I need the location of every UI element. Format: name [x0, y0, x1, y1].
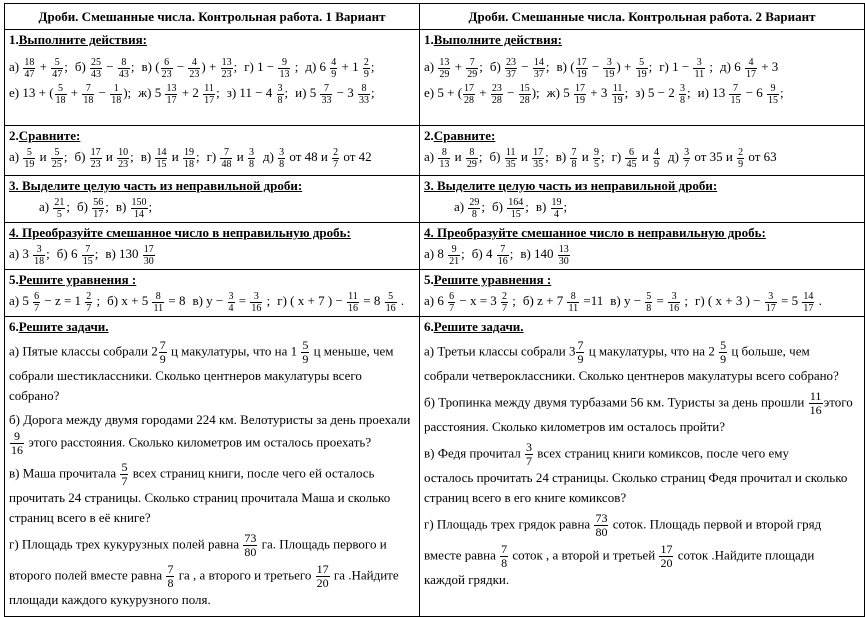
task-c-cont: осталось прочитать 24 страницы. Сколько страниц Федя прочитал и сколько страниц всего в его книге комиксов? — [424, 470, 848, 505]
fraction: $\frac{3}{17}$ — [765, 290, 776, 314]
exercise-label: а) — [39, 199, 53, 214]
fraction: $\frac{7}{16}$ — [497, 243, 508, 267]
fraction: $\frac{13}{30}$ — [558, 243, 569, 267]
exercise-label: а) — [424, 246, 438, 261]
section-3-title: 3. Выделите целую часть из неправильной дроби: — [424, 178, 718, 193]
exercise-item: а) 5 $\frac{6}{7}$ − z = 1 $\frac{2}{7}$ ; — [9, 290, 101, 314]
variant-2-header: Дроби. Смешанные числа. Контрольная работа. 2 Вариант — [420, 4, 865, 30]
section-6-v1 — [5, 317, 420, 617]
exercise-label: в) — [610, 293, 624, 308]
exercise-label: а) — [424, 149, 438, 164]
section-3-v1 — [5, 176, 420, 223]
section-4-v1 — [5, 223, 420, 270]
exercise-item: д) $\frac{3}{7}$ от 35 и $\frac{2}{9}$ от 63 — [667, 146, 777, 170]
task-a: а) Пятые классы собрали 2 $\frac{7}{9}$ ц макулатуры, что на 1 $\frac{5}{9}$ ц меньше, чем — [9, 338, 394, 366]
fraction: $\frac{164}{15}$ — [508, 196, 524, 220]
exercise-item: в) ( $\frac{6}{23}$ − $\frac{4}{23}$ ) + $\frac{13}{23}$ ; — [141, 56, 238, 80]
section-6-title: Решите задачи. — [433, 319, 524, 334]
exercise-item: а) 8 $\frac{9}{21}$ ; — [424, 243, 465, 267]
exercise-item: б) $\frac{164}{15}$ ; — [491, 196, 529, 220]
fraction: $\frac{5}{18}$ — [55, 82, 66, 106]
exercise-label: б) — [76, 199, 92, 214]
exercise-item: з) 5 − 2 $\frac{3}{8}$ ; — [635, 82, 691, 106]
fraction: $\frac{8}{13}$ — [439, 146, 450, 170]
fraction: $\frac{7}{15}$ — [82, 243, 93, 267]
exercise-item: б) x + 5 $\frac{8}{11}$ = 8 — [107, 290, 186, 314]
exercise-item: а) $\frac{13}{29}$ + $\frac{7}{29}$ ; — [424, 56, 483, 80]
fraction: $\frac{5}{19}$ — [636, 56, 647, 80]
exercise-label: г) — [277, 293, 291, 308]
exercise-item: а) $\frac{29}{8}$ ; — [454, 196, 485, 220]
exercise-label: и) — [697, 85, 713, 100]
fraction: $\frac{6}{23}$ — [161, 56, 172, 80]
fraction: $\frac{8}{43}$ — [118, 56, 129, 80]
task-d: г) Площадь трех кукурузных полей равна $\frac{73}{80}$ га. Площадь первого и — [9, 531, 387, 559]
fraction: $\frac{14}{37}$ — [533, 56, 544, 80]
exercise-label: в) — [555, 149, 570, 164]
exercise-label: г) — [206, 149, 220, 164]
exercise-label: ж) — [546, 85, 564, 100]
fraction: $\frac{3}{7}$ — [684, 146, 690, 170]
fraction: $\frac{3}{8}$ — [277, 82, 283, 106]
exercise-item: ж) 5 $\frac{17}{19}$ + 3 $\frac{11}{19}$ ; — [546, 82, 629, 106]
s1-v1-row2 — [9, 80, 415, 106]
task-b: б) Тропинка между двумя турбазами 56 км. Туристы за день прошли $\frac{11}{16}$ этого расстояния. Сколько километров им осталось пройти? — [424, 389, 853, 434]
exercise-item: г) ( x + 3 ) − $\frac{3}{17}$ = 5 $\frac{14}{17}$ . — [695, 290, 822, 314]
fraction: $\frac{7}{9}$ — [159, 338, 166, 366]
fraction: $\frac{29}{8}$ — [469, 196, 480, 220]
fraction: $\frac{7}{29}$ — [467, 56, 478, 80]
exercise-label: а) — [9, 149, 23, 164]
task-a-cont: собрали четвероклассники. Сколько центнеров макулатуры всего собрано? — [424, 368, 839, 383]
fraction: $\frac{73}{80}$ — [244, 531, 257, 559]
fraction: $\frac{7}{33}$ — [321, 82, 332, 106]
exercise-label: д) — [305, 59, 320, 74]
section-4-title: 4. Преобразуйте смешанное число в неправильную дробь: — [424, 225, 766, 240]
fraction: $\frac{9}{5}$ — [593, 146, 599, 170]
fraction: $\frac{3}{8}$ — [680, 82, 686, 106]
exercise-item: г) $\frac{7}{48}$ и $\frac{3}{8}$ — [206, 146, 254, 170]
s3-v1-row — [9, 194, 415, 220]
exercise-label: б) — [107, 293, 122, 308]
section-3-v2 — [420, 176, 865, 223]
exercise-label: г) — [659, 59, 673, 74]
exercise-item: г) $\frac{6}{45}$ и $\frac{4}{9}$ — [611, 146, 659, 170]
exercise-item: д) 6 $\frac{4}{17}$ + 3 — [719, 56, 779, 80]
task-d: г) Площадь трех грядок равна $\frac{73}{80}$ соток. Площадь первой и второй гряд — [424, 511, 822, 539]
fraction: $\frac{3}{16}$ — [669, 290, 680, 314]
fraction: $\frac{5}{19}$ — [24, 146, 35, 170]
fraction: $\frac{2}{7}$ — [502, 290, 508, 314]
exercise-label: б) — [491, 199, 507, 214]
exercise-item: б) 4 $\frac{7}{16}$ ; — [471, 243, 514, 267]
section-5-title: Решите уравнения : — [18, 272, 137, 287]
exercise-item: ж) 5 $\frac{13}{17}$ + 2 $\frac{11}{17}$ ; — [138, 82, 220, 106]
fraction: $\frac{11}{16}$ — [347, 290, 358, 314]
fraction: $\frac{5}{7}$ — [121, 460, 128, 488]
fraction: $\frac{3}{11}$ — [694, 56, 705, 80]
s2-v1-row — [9, 144, 415, 170]
task-d-cont: вместе равна $\frac{7}{8}$ соток , а второй и третьей $\frac{17}{20}$ соток .Найдите площади — [424, 542, 815, 570]
section-5-v1 — [5, 270, 420, 317]
fraction: $\frac{5}{9}$ — [720, 338, 727, 366]
s6-v1-tasks — [9, 339, 415, 610]
fraction: $\frac{9}{15}$ — [768, 82, 779, 106]
task-a: а) Третьи классы собрали 3 $\frac{7}{9}$ ц макулатуры, что на 2 $\frac{5}{9}$ ц больше, чем — [424, 338, 810, 366]
fraction: $\frac{1}{18}$ — [111, 82, 122, 106]
exercise-item: в) y − $\frac{5}{8}$ = $\frac{3}{16}$ ; — [610, 290, 688, 314]
exercise-label: а) — [454, 199, 468, 214]
exercise-label: а) — [424, 293, 438, 308]
exercise-item: в) $\frac{150}{14}$ ; — [115, 196, 153, 220]
fraction: $\frac{3}{18}$ — [34, 243, 45, 267]
exercise-label: в) — [105, 246, 120, 261]
fraction: $\frac{18}{47}$ — [24, 56, 35, 80]
exercise-item: г) 1 − $\frac{9}{13}$ ; — [244, 56, 299, 80]
fraction: $\frac{17}{35}$ — [533, 146, 544, 170]
fraction: $\frac{19}{4}$ — [551, 196, 562, 220]
exercise-label: б) — [74, 59, 90, 74]
exercise-item: б) z + 7 $\frac{8}{11}$ =11 — [522, 290, 604, 314]
fraction: $\frac{5}{16}$ — [385, 290, 396, 314]
exercise-label: е) — [424, 85, 438, 100]
task-a-cont: собрали шестиклассники. Сколько центнеров макулатуры всего собрано? — [9, 368, 362, 403]
exercise-label: ж) — [138, 85, 155, 100]
fraction: $\frac{56}{17}$ — [93, 196, 104, 220]
exercise-item: з) 11 − 4 $\frac{3}{8}$ ; — [226, 82, 289, 106]
fraction: $\frac{23}{28}$ — [491, 82, 502, 106]
exercise-item: а) $\frac{21}{5}$ ; — [39, 196, 70, 220]
fraction: $\frac{7}{15}$ — [730, 82, 741, 106]
fraction: $\frac{6}{7}$ — [449, 290, 455, 314]
section-5-v2 — [420, 270, 865, 317]
exercise-label: а) — [9, 293, 23, 308]
fraction: $\frac{8}{11}$ — [568, 290, 579, 314]
fraction: $\frac{2}{7}$ — [333, 146, 339, 170]
exercise-item: б) $\frac{56}{17}$ ; — [76, 196, 109, 220]
fraction: $\frac{2}{9}$ — [363, 56, 369, 80]
exercise-item: в) 130 $\frac{17}{30}$ — [105, 243, 154, 267]
section-2-title: Сравните: — [18, 128, 81, 143]
fraction: $\frac{7}{9}$ — [577, 338, 584, 366]
variant-1-header: Дроби. Смешанные числа. Контрольная работа. 1 Вариант — [5, 4, 420, 30]
exercise-item: в) y − $\frac{3}{4}$ = $\frac{3}{16}$ ; — [192, 290, 271, 314]
section-2-title: Сравните: — [433, 128, 496, 143]
task-d-end: каждой грядки. — [424, 572, 510, 587]
exercise-label: в) — [556, 59, 571, 74]
fraction: $\frac{5}{9}$ — [302, 338, 309, 366]
s1-v1-row1 — [9, 54, 415, 80]
task-d-cont: второго полей вместе равна $\frac{7}{8}$ га , а второго и третьего $\frac{17}{20}$ га .Найдите — [9, 562, 399, 590]
section-1-num: 1. — [9, 32, 19, 47]
fraction: $\frac{9}{13}$ — [279, 56, 290, 80]
fraction: $\frac{7}{8}$ — [501, 542, 508, 570]
fraction: $\frac{8}{29}$ — [466, 146, 477, 170]
s1-v2-row1 — [424, 54, 860, 80]
fraction: $\frac{19}{18}$ — [183, 146, 194, 170]
exercise-label: б) — [489, 59, 505, 74]
s4-v2-row — [424, 241, 860, 267]
exercise-label: и) — [295, 85, 310, 100]
exercise-item: б) $\frac{23}{37}$ − $\frac{14}{37}$ ; — [489, 56, 550, 80]
fraction: $\frac{17}{20}$ — [660, 542, 673, 570]
task-b: б) Дорога между двумя городами 224 км. Велотуристы за день проехали $\frac{9}{16}$ этого расстояния. Сколько километров им осталось проехать? — [9, 412, 411, 457]
fraction: $\frac{2}{9}$ — [738, 146, 744, 170]
section-6-num: 6. — [9, 319, 19, 334]
section-4-title: 4. Преобразуйте смешанное число в неправильную дробь: — [9, 225, 351, 240]
fraction: $\frac{3}{8}$ — [279, 146, 285, 170]
task-c: в) Маша прочитала $\frac{5}{7}$ всех страниц книги, после чего ей осталось — [9, 460, 375, 488]
exercise-label: г) — [244, 59, 258, 74]
exercise-label: з) — [635, 85, 648, 100]
fraction: $\frac{25}{43}$ — [91, 56, 102, 80]
exercise-item: и) 13 $\frac{7}{15}$ − 6 $\frac{9}{15}$ ; — [697, 82, 784, 106]
fraction: $\frac{17}{19}$ — [574, 82, 585, 106]
task-c: в) Федя прочитал $\frac{3}{7}$ всех страниц книги комиксов, после чего ему — [424, 440, 789, 468]
s6-v2-tasks — [424, 339, 860, 590]
fraction: $\frac{21}{5}$ — [54, 196, 65, 220]
exercise-item: в) $\frac{19}{4}$ ; — [535, 196, 568, 220]
fraction: $\frac{10}{23}$ — [118, 146, 129, 170]
fraction: $\frac{2}{7}$ — [86, 290, 92, 314]
exercise-item: г) ( x + 7 ) − $\frac{11}{16}$ = 8 $\frac{5}{16}$ . — [277, 290, 405, 314]
exercise-label: б) — [74, 149, 89, 164]
fraction: $\frac{13}{23}$ — [221, 56, 232, 80]
fraction: $\frac{14}{17}$ — [803, 290, 814, 314]
fraction: $\frac{23}{37}$ — [506, 56, 517, 80]
exercise-label: в) — [140, 149, 155, 164]
fraction: $\frac{4}{17}$ — [745, 56, 756, 80]
fraction: $\frac{14}{15}$ — [156, 146, 167, 170]
fraction: $\frac{7}{48}$ — [221, 146, 232, 170]
exercise-item: а) $\frac{5}{19}$ и $\frac{5}{25}$ ; — [9, 146, 68, 170]
fraction: $\frac{5}{8}$ — [646, 290, 652, 314]
exercise-label: з) — [226, 85, 240, 100]
fraction: $\frac{3}{16}$ — [251, 290, 262, 314]
fraction: $\frac{8}{33}$ — [359, 82, 370, 106]
exercise-item: в) ( $\frac{17}{19}$ − $\frac{3}{19}$ ) + $\frac{5}{19}$ ; — [556, 56, 653, 80]
exercise-label: в) — [535, 199, 550, 214]
exercise-item: е) 13 + ( $\frac{5}{18}$ + $\frac{7}{18}$ − $\frac{1}{18}$ ); — [9, 82, 132, 106]
exercise-label: а) — [9, 246, 23, 261]
section-2-num: 2. — [424, 128, 434, 143]
fraction: $\frac{7}{18}$ — [83, 82, 94, 106]
exercise-label: г) — [695, 293, 708, 308]
exercise-label: д) — [719, 59, 735, 74]
fraction: $\frac{11}{35}$ — [505, 146, 516, 170]
fraction: $\frac{4}{23}$ — [189, 56, 200, 80]
section-5-num: 5. — [424, 272, 434, 287]
exercise-item: б) 6 $\frac{7}{15}$ ; — [56, 243, 99, 267]
s5-v1-row — [9, 288, 415, 314]
exercise-label: в) — [520, 246, 535, 261]
fraction: $\frac{9}{16}$ — [11, 429, 23, 457]
exercise-label: а) — [424, 59, 438, 74]
section-6-v2 — [420, 317, 865, 617]
exercise-item: д) $\frac{3}{8}$ от 48 и $\frac{2}{7}$ от 42 — [262, 146, 372, 170]
section-1-v2 — [420, 30, 865, 126]
fraction: $\frac{7}{8}$ — [571, 146, 577, 170]
fraction: $\frac{7}{8}$ — [167, 562, 174, 590]
fraction: $\frac{6}{45}$ — [626, 146, 637, 170]
s5-v2-row — [424, 288, 860, 314]
s1-v2-row2 — [424, 80, 860, 106]
section-1-title: Выполните действия: — [433, 32, 562, 47]
section-6-num: 6. — [424, 319, 434, 334]
task-d-end: площади каждого кукурузного поля. — [9, 592, 211, 607]
section-6-title: Решите задачи. — [18, 319, 109, 334]
s4-v1-row — [9, 241, 415, 267]
exercise-item: г) 1 − $\frac{3}{11}$ ; — [659, 56, 713, 80]
exercise-item: б) $\frac{11}{35}$ и $\frac{17}{35}$ ; — [489, 146, 549, 170]
fraction: $\frac{13}{17}$ — [166, 82, 177, 106]
fraction: $\frac{3}{7}$ — [526, 440, 533, 468]
task-c-cont: прочитать 24 страницы. Сколько страниц прочитала Маша и сколько страниц всего в её книге? — [9, 490, 391, 525]
s2-v2-row — [424, 144, 860, 170]
fraction: $\frac{13}{29}$ — [439, 56, 450, 80]
section-4-v2 — [420, 223, 865, 270]
exercise-item: в) $\frac{14}{15}$ и $\frac{19}{18}$ ; — [140, 146, 200, 170]
exercise-item: а) $\frac{8}{13}$ и $\frac{8}{29}$ ; — [424, 146, 483, 170]
exercise-item: и) 5 $\frac{7}{33}$ − 3 $\frac{8}{33}$ ; — [295, 82, 375, 106]
fraction: $\frac{5}{47}$ — [52, 56, 63, 80]
fraction: $\frac{17}{19}$ — [576, 56, 587, 80]
section-1-num: 1. — [424, 32, 434, 47]
section-3-title: 3. Выделите целую часть из неправильной дроби: — [9, 178, 303, 193]
worksheet-table — [4, 3, 865, 617]
exercise-label: б) — [489, 149, 504, 164]
fraction: $\frac{11}{17}$ — [204, 82, 215, 106]
fraction: $\frac{17}{23}$ — [90, 146, 101, 170]
fraction: $\frac{3}{8}$ — [248, 146, 254, 170]
exercise-label: б) — [56, 246, 71, 261]
exercise-label: б) — [471, 246, 486, 261]
exercise-item: д) 6 $\frac{4}{9}$ + 1 $\frac{2}{9}$ ; — [305, 56, 375, 80]
fraction: $\frac{17}{28}$ — [464, 82, 475, 106]
section-1-v1 — [5, 30, 420, 126]
section-5-num: 5. — [9, 272, 19, 287]
exercise-label: в) — [115, 199, 130, 214]
fraction: $\frac{9}{21}$ — [449, 243, 460, 267]
fraction: $\frac{17}{30}$ — [143, 243, 154, 267]
exercise-item: б) $\frac{17}{23}$ и $\frac{10}{23}$ ; — [74, 146, 134, 170]
section-1-title: Выполните действия: — [18, 32, 147, 47]
exercise-item: в) $\frac{7}{8}$ и $\frac{9}{5}$ ; — [555, 146, 605, 170]
exercise-item: а) 3 $\frac{3}{18}$ ; — [9, 243, 50, 267]
exercise-item: в) 140 $\frac{13}{30}$ — [520, 243, 569, 267]
fraction: $\frac{4}{9}$ — [653, 146, 659, 170]
exercise-item: а) 6 $\frac{6}{7}$ − x = 3 $\frac{2}{7}$ ; — [424, 290, 516, 314]
exercise-label: е) — [9, 85, 23, 100]
exercise-label: г) — [611, 149, 625, 164]
exercise-label: д) — [667, 149, 683, 164]
exercise-label: в) — [141, 59, 156, 74]
fraction: $\frac{6}{7}$ — [34, 290, 40, 314]
fraction: $\frac{150}{14}$ — [131, 196, 147, 220]
s3-v2-row — [424, 194, 860, 220]
fraction: $\frac{11}{19}$ — [612, 82, 623, 106]
section-2-v2 — [420, 126, 865, 176]
exercise-label: д) — [262, 149, 278, 164]
section-2-num: 2. — [9, 128, 19, 143]
fraction: $\frac{3}{19}$ — [604, 56, 615, 80]
fraction: $\frac{15}{28}$ — [519, 82, 530, 106]
section-2-v1 — [5, 126, 420, 176]
fraction: $\frac{8}{11}$ — [153, 290, 164, 314]
fraction: $\frac{4}{9}$ — [331, 56, 337, 80]
fraction: $\frac{5}{25}$ — [51, 146, 62, 170]
exercise-item: б) $\frac{25}{43}$ − $\frac{8}{43}$ ; — [74, 56, 135, 80]
exercise-item: е) 5 + ( $\frac{17}{28}$ + $\frac{23}{28}$ − $\frac{15}{28}$ ); — [424, 82, 540, 106]
fraction: $\frac{11}{16}$ — [809, 389, 822, 417]
exercise-label: а) — [9, 59, 23, 74]
fraction: $\frac{3}{4}$ — [228, 290, 234, 314]
fraction: $\frac{73}{80}$ — [595, 511, 608, 539]
section-5-title: Решите уравнения : — [433, 272, 552, 287]
exercise-item: а) $\frac{18}{47}$ + $\frac{5}{47}$ ; — [9, 56, 68, 80]
exercise-label: б) — [522, 293, 538, 308]
exercise-label: в) — [192, 293, 207, 308]
fraction: $\frac{17}{20}$ — [316, 562, 329, 590]
